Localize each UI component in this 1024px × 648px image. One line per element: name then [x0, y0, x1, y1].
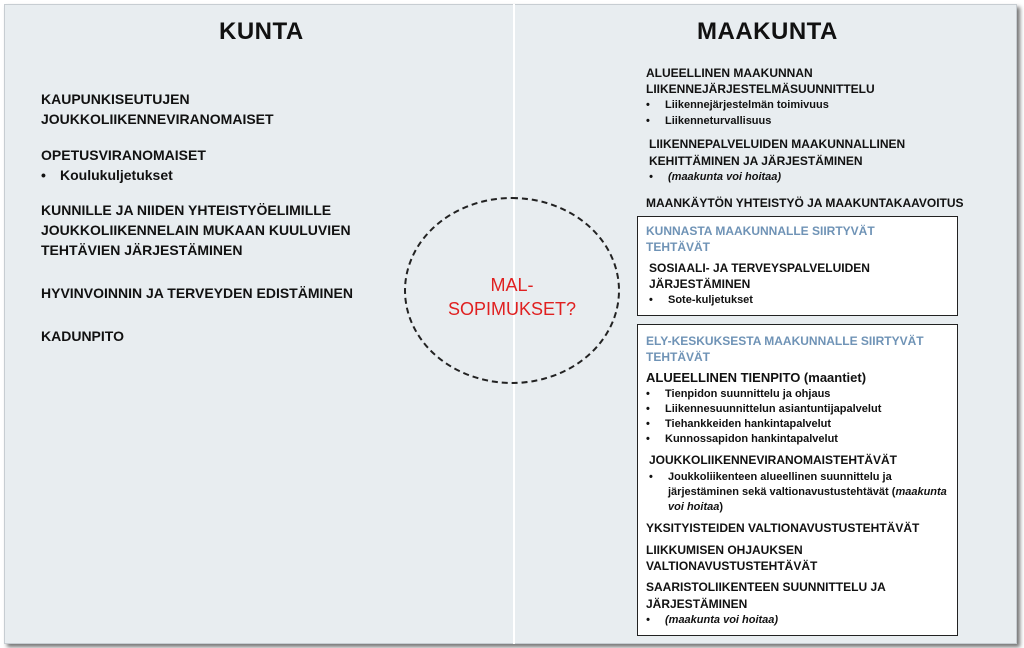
jb3-end: ) — [719, 501, 724, 513]
sec1-bullet1: • Liikennejärjestelmän toimivuus — [665, 98, 829, 113]
saaristo-bullet1: • (maakunta voi hoitaa) — [665, 613, 778, 628]
box1-head2: TEHTÄVÄT — [646, 240, 710, 254]
maakunta-title: MAAKUNTA — [697, 18, 838, 45]
kunnille-line2: JOUKKOLIIKENNELAIN MUKAAN KUULUVIEN — [41, 222, 351, 238]
mal-label — [404, 273, 620, 321]
kunnille-line1: KUNNILLE JA NIIDEN YHTEISTYÖELIMILLE — [41, 202, 332, 218]
box1-head1: KUNNASTA MAAKUNNALLE SIIRTYVÄT — [646, 224, 875, 238]
sec2-bullet1: • (maakunta voi hoitaa) — [668, 170, 781, 185]
opetusviranomaiset: OPETUSVIRANOMAISET — [41, 147, 206, 163]
kadunpito: KADUNPITO — [41, 328, 124, 344]
jb2-italic: maakunta — [895, 486, 947, 498]
jb3-italic: voi hoitaa — [668, 501, 720, 513]
box1-line1: SOSIAALI- JA TERVEYSPALVELUIDEN — [649, 261, 870, 275]
liikkuminen-line1: LIIKKUMISEN OHJAUKSEN — [646, 543, 803, 557]
joukkoliikenne-bullet-line1: • Joukkoliikenteen alueellinen suunnittelu ja — [668, 470, 892, 485]
sec2-line2: KEHITTÄMINEN JA JÄRJESTÄMINEN — [649, 154, 863, 168]
saaristo-line1: SAARISTOLIIKENTEEN SUUNNITTELU JA — [646, 580, 886, 594]
sec1-line2: LIIKENNEJÄRJESTELMÄSUUNNITTELU — [646, 82, 875, 96]
kunnille-line3: TEHTÄVIEN JÄRJESTÄMINEN — [41, 242, 243, 258]
mal-line1: MAL- — [490, 275, 534, 295]
box1-bullet1: • Sote-kuljetukset — [668, 293, 753, 308]
joukkoliikenne-heading: JOUKKOLIIKENNEVIRANOMAISTEHTÄVÄT — [649, 453, 898, 467]
mal-line2: SOPIMUKSET? — [447, 299, 577, 319]
kunta-title: KUNTA — [219, 18, 304, 45]
saaristo-line2: JÄRJESTÄMINEN — [646, 597, 748, 611]
koulukuljetukset-text: Koulukuljetukset — [60, 167, 173, 183]
kaupunkiseutu-line2: JOUKKOLIIKENNEVIRANOMAISET — [41, 111, 274, 127]
hyvinvointi: HYVINVOINNIN JA TERVEYDEN EDISTÄMINEN — [41, 285, 353, 301]
box2-head1: ELY-KESKUKSESTA MAAKUNNALLE SIIRTYVÄT — [646, 334, 924, 348]
joukkoliikenne-bullet-line2 — [668, 485, 947, 500]
jb2-text: järjestäminen sekä valtionavustustehtävät ( — [668, 486, 896, 498]
sec2-line1: LIIKENNEPALVELUIDEN MAAKUNNALLINEN — [649, 137, 906, 151]
sec3-line1: MAANKÄYTÖN YHTEISTYÖ JA MAAKUNTAKAAVOITUS — [646, 196, 964, 210]
tienpito-bullet4: • Kunnossapidon hankintapalvelut — [665, 432, 838, 447]
tienpito-bullet3: • Tiehankkeiden hankintapalvelut — [665, 417, 831, 432]
box2-head2: TEHTÄVÄT — [646, 350, 710, 364]
tienpito-bullet1: • Tienpidon suunnittelu ja ohjaus — [665, 387, 830, 402]
tienpito-heading: ALUEELLINEN TIENPITO (maantiet) — [646, 370, 867, 385]
sec1-line1: ALUEELLINEN MAAKUNNAN — [646, 66, 813, 80]
liikkuminen-line2: VALTIONAVUSTUSTEHTÄVÄT — [646, 559, 818, 573]
tienpito-bullet2: • Liikennesuunnittelun asiantuntijapalvelut — [665, 402, 881, 417]
yksityistiet-heading: YKSITYISTEIDEN VALTIONAVUSTUSTEHTÄVÄT — [646, 521, 920, 535]
kaupunkiseutu-line1: KAUPUNKISEUTUJEN — [41, 91, 190, 107]
joukkoliikenne-bullet-line3 — [668, 500, 723, 515]
sec1-bullet2: • Liikenneturvallisuus — [665, 114, 771, 129]
box1-line2: JÄRJESTÄMINEN — [649, 277, 751, 291]
